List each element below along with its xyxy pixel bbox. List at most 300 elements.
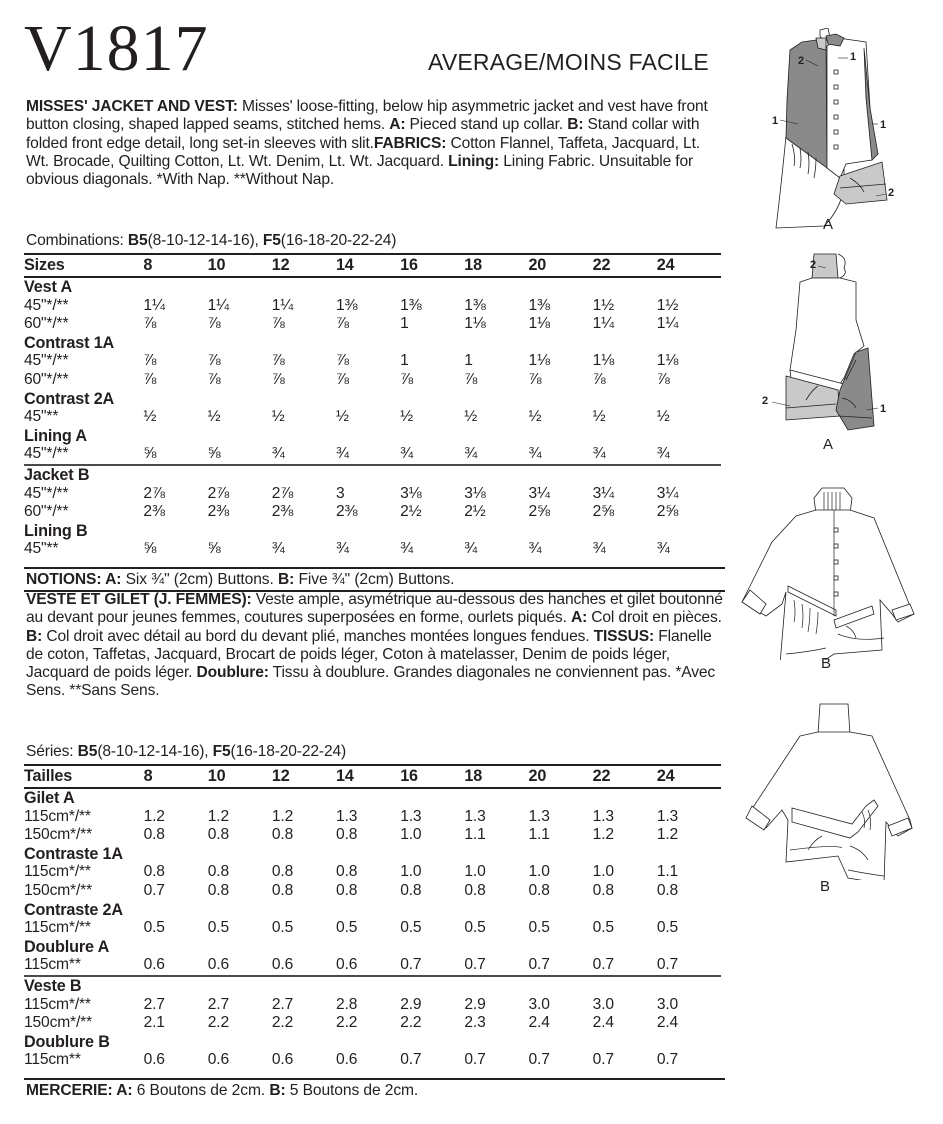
yardage-value: 0.5: [400, 919, 422, 937]
yardage-value: ½: [592, 408, 606, 426]
yardage-value: 0.5: [528, 919, 550, 937]
fabric-width-label: 115cm**: [24, 956, 81, 974]
yardage-value: 2.4: [528, 1014, 550, 1032]
size-column-header: 20: [528, 254, 592, 277]
combinations-label: Combinations:: [26, 232, 128, 249]
combinations-line: [26, 232, 396, 250]
yardage-value: 2.1: [143, 1014, 165, 1032]
yardage-value: ⅞: [271, 352, 285, 370]
yardage-value: ¾: [400, 445, 413, 463]
yardage-value: ⅞: [271, 315, 285, 333]
garment-name: Contrast 1A: [24, 333, 115, 352]
fabric-width-label: 115cm*/**: [24, 863, 91, 881]
notions-text: Five ¾" (2cm) Buttons.: [294, 571, 455, 588]
notions-bold-label: NOTIONS: A:: [26, 571, 122, 588]
yardage-value: 1.2: [656, 826, 679, 844]
fabric-width-label: 45"*/**: [24, 352, 69, 370]
yardage-value: 1.0: [464, 863, 486, 881]
series-label: Séries:: [26, 743, 78, 760]
table-row: [24, 826, 721, 845]
yardage-value: 1¼: [592, 315, 615, 333]
yardage-value: 2⅞: [143, 484, 165, 502]
garment-section-row: [24, 845, 721, 864]
description-bold-label: Doublure:: [196, 664, 269, 682]
description-text: Stand collar with folded front edge detail, long set-in sleeves with slit.: [26, 116, 700, 152]
yardage-value: 3.0: [592, 995, 614, 1013]
yardage-value: 2.2: [336, 1014, 358, 1032]
yardage-value: 1⅜: [400, 296, 422, 314]
view-label-b: B: [821, 655, 832, 672]
yardage-value: ⅞: [656, 370, 670, 388]
yardage-value: 3¼: [656, 484, 679, 502]
garment-name: Contrast 2A: [24, 389, 115, 408]
yardage-value: ⅞: [271, 370, 285, 388]
yardage-value: 1.0: [400, 826, 422, 844]
notions-bold-label: B:: [277, 571, 295, 588]
size-column-header: 18: [464, 765, 528, 788]
yardage-value: ⅝: [143, 540, 157, 558]
yardage-value: 1⅜: [335, 296, 358, 314]
yardage-value: 3¼: [592, 484, 615, 502]
yardage-value: 0.8: [592, 881, 614, 899]
table-row: [24, 1051, 721, 1070]
yardage-value: 1.3: [528, 807, 550, 825]
size-column-header: 12: [272, 254, 336, 277]
description-bold-label: B:: [26, 627, 43, 645]
size-column-header: 8: [144, 765, 208, 788]
yardage-value: 3⅛: [464, 484, 486, 502]
yardage-value: 0.8: [143, 826, 165, 844]
table-row: [24, 485, 721, 504]
difficulty-label: AVERAGE/MOINS FACILE: [428, 49, 709, 75]
size-header-label: Sizes: [24, 254, 143, 277]
yardage-value: 1½: [592, 296, 615, 314]
yardage-value: ¾: [335, 445, 349, 463]
callout-1: 1: [772, 115, 779, 127]
yardage-value: ¾: [464, 445, 478, 463]
yardage-value: 2⅝: [656, 503, 679, 521]
size-header-label: Tailles: [24, 765, 144, 788]
yardage-value: ½: [528, 408, 542, 426]
yardage-value: 2.8: [336, 995, 358, 1013]
yardage-value: 1.2: [592, 826, 614, 844]
yardage-value: 0.5: [143, 919, 165, 937]
yardage-value: 2⅜: [335, 503, 358, 521]
yardage-value: ⅞: [464, 370, 478, 388]
description-bold-label: TISSUS:: [593, 627, 655, 645]
yardage-value: 0.7: [464, 956, 486, 974]
garment-section-row: [24, 465, 721, 485]
notions-text: 5 Boutons de 2cm.: [285, 1082, 419, 1099]
description-text: Col droit en pièces.: [587, 609, 722, 627]
yardage-value: 0.7: [400, 1051, 422, 1069]
callout-2: 2: [810, 259, 817, 271]
table-row: [24, 919, 721, 938]
description-bold-label: A:: [570, 609, 588, 627]
yardage-value: 1.3: [400, 807, 422, 825]
garment-section-row: [24, 938, 721, 957]
yardage-value: 0.5: [656, 919, 679, 937]
view-label-a-back: A: [823, 436, 834, 453]
notions-bold-label: B:: [269, 1082, 286, 1099]
yardage-value: 0.5: [592, 919, 614, 937]
garment-name: Jacket B: [24, 465, 721, 485]
f5-code: F5: [262, 232, 281, 249]
yardage-value: 0.6: [336, 956, 358, 974]
yardage-value: 1⅛: [528, 352, 550, 370]
yardage-value: 0.7: [656, 956, 679, 974]
callout-2: 2: [888, 187, 895, 199]
notions-english: [24, 567, 725, 592]
yardage-value: ⅞: [335, 352, 349, 370]
description-bold-label: A:: [389, 116, 406, 134]
yardage-value: 0.6: [207, 1051, 229, 1069]
yardage-value: 1⅜: [528, 296, 550, 314]
garment-name: Vest A: [24, 278, 72, 296]
yardage-value: 2⅞: [271, 484, 294, 502]
yardage-value: ¾: [528, 445, 542, 463]
garment-name: Lining A: [24, 426, 87, 445]
yardage-value: 0.7: [143, 881, 165, 899]
yardage-value: 0.8: [271, 881, 294, 899]
yardage-value: 0.6: [143, 1051, 165, 1069]
yardage-value: ⅞: [207, 370, 221, 388]
table-row: [24, 996, 721, 1015]
yardage-value: 3¼: [528, 484, 550, 502]
yardage-table-english: [24, 253, 721, 559]
yardage-value: ⅞: [207, 352, 221, 370]
description-text: Veste ample, asymétrique au-dessous des hanches et gilet boutonné au devant pour jeunes femmes, coutures superposées en forme, ourlets piqués.: [26, 591, 723, 627]
yardage-value: 0.7: [528, 1051, 550, 1069]
yardage-value: ¾: [656, 540, 670, 558]
garment-section-row: [24, 390, 721, 409]
yardage-value: 2.2: [271, 1014, 294, 1032]
table-header-row: [24, 254, 721, 277]
size-column-header: 16: [400, 254, 464, 277]
callout-1: 1: [880, 119, 887, 131]
yardage-value: 0.8: [207, 863, 229, 881]
size-column-header: 10: [208, 765, 272, 788]
yardage-value: 0.7: [592, 1051, 614, 1069]
size-column-header: 14: [336, 254, 400, 277]
garment-name: Doublure A: [24, 937, 110, 956]
yardage-value: 1.2: [271, 807, 294, 825]
f5-sizes: (16-18-20-22-24): [230, 743, 347, 760]
fabric-width-label: 115cm*/**: [24, 919, 91, 937]
garment-section-row: [24, 1033, 721, 1052]
table-row: [24, 863, 721, 882]
yardage-value: 1.1: [656, 863, 679, 881]
yardage-value: ⅞: [335, 370, 349, 388]
yardage-value: 0.5: [207, 919, 229, 937]
notions-text: Six ¾" (2cm) Buttons.: [121, 571, 278, 588]
table-row: [24, 408, 721, 427]
garment-section-row: [24, 334, 721, 353]
french-description: [26, 591, 726, 701]
vest-a-front-illustration: [760, 28, 900, 238]
table-row: [24, 352, 721, 371]
fabric-width-label: 45"*/**: [24, 484, 69, 502]
yardage-value: ½: [143, 408, 157, 426]
table-row: [24, 315, 721, 334]
callout-2: 2: [798, 55, 805, 67]
size-column-header: 22: [593, 765, 657, 788]
yardage-value: 2⅜: [271, 503, 294, 521]
yardage-value: 1⅛: [656, 352, 679, 370]
yardage-value: ¾: [400, 540, 413, 558]
table-row: [24, 882, 721, 901]
garment-name: Contraste 1A: [24, 844, 123, 863]
yardage-value: 1.1: [528, 826, 550, 844]
yardage-value: ¾: [464, 540, 478, 558]
table-header-row: [24, 765, 721, 788]
series-line: [26, 743, 346, 761]
yardage-value: ½: [464, 408, 478, 426]
yardage-value: 2½: [400, 503, 422, 521]
yardage-value: 0.5: [336, 919, 358, 937]
size-column-header: 10: [208, 254, 272, 277]
description-bold-label: VESTE ET GILET (J. FEMMES):: [26, 591, 252, 608]
size-column-header: 24: [657, 765, 721, 788]
yardage-value: ¾: [528, 540, 542, 558]
table-row: [24, 445, 721, 465]
size-column-header: 20: [529, 765, 593, 788]
table-row: [24, 1014, 721, 1033]
yardage-value: 2⅝: [528, 503, 550, 521]
yardage-value: 0.7: [656, 1051, 679, 1069]
fabric-width-label: 115cm*/**: [24, 807, 91, 825]
size-column-header: 24: [657, 254, 721, 277]
yardage-value: 0.6: [271, 956, 294, 974]
yardage-value: 0.7: [400, 956, 422, 974]
yardage-value: 0.7: [592, 956, 614, 974]
fabric-width-label: 150cm*/**: [24, 826, 92, 844]
yardage-value: 0.8: [336, 826, 358, 844]
yardage-value: 1: [400, 352, 409, 370]
yardage-value: 0.8: [207, 881, 229, 899]
yardage-value: 2.7: [143, 995, 165, 1013]
description-text: Col droit avec détail au bord du devant plié, manches montées longues fendues.: [42, 627, 594, 645]
callout-2: 2: [762, 395, 769, 407]
f5-sizes: (16-18-20-22-24): [280, 232, 397, 249]
yardage-value: 1½: [656, 296, 679, 314]
yardage-value: 1¼: [143, 296, 165, 314]
yardage-value: 1.3: [592, 807, 614, 825]
size-column-header: 14: [336, 765, 400, 788]
yardage-value: 0.7: [528, 956, 550, 974]
description-text: Cotton Flannel, Taffeta, Jacquard, Lt. Wt. Brocade, Quilting Cotton, Lt. Wt. Denim, Lt. Wt. Jacquard.: [26, 134, 700, 170]
jacket-b-front-illustration: [738, 482, 938, 660]
garment-name: Contraste 2A: [24, 900, 123, 919]
pattern-number: V1817: [24, 12, 209, 85]
size-column-header: 16: [400, 765, 464, 788]
yardage-value: ¾: [656, 445, 670, 463]
yardage-value: 2⅜: [143, 503, 165, 521]
yardage-value: 0.8: [400, 881, 422, 899]
table-row: [24, 371, 721, 390]
yardage-value: 2.9: [464, 995, 486, 1013]
vest-a-back-illustration: [756, 250, 906, 440]
yardage-value: 1⅛: [528, 315, 550, 333]
yardage-value: ¾: [592, 445, 606, 463]
yardage-table-french: [24, 764, 721, 1070]
garment-section-row: [24, 427, 721, 446]
yardage-value: 0.6: [207, 956, 229, 974]
size-column-header: 18: [464, 254, 528, 277]
yardage-value: 1⅛: [464, 315, 486, 333]
yardage-value: ⅞: [528, 370, 542, 388]
yardage-value: 1: [464, 352, 473, 370]
yardage-value: 1¼: [207, 296, 229, 314]
yardage-value: 3⅛: [400, 484, 422, 502]
fabric-width-label: 150cm*/**: [24, 881, 92, 899]
description-text: Lining Fabric. Unsuitable for obvious diagonals. *With Nap. **Without Nap.: [26, 152, 694, 189]
yardage-value: ⅝: [207, 445, 221, 463]
yardage-value: 1.3: [336, 807, 358, 825]
yardage-value: 0.8: [271, 826, 294, 844]
notions-bold-label: MERCERIE: A:: [26, 1082, 133, 1099]
yardage-value: ¾: [271, 540, 285, 558]
yardage-value: 3.0: [656, 995, 679, 1013]
yardage-value: 1.2: [207, 807, 229, 825]
yardage-value: 0.8: [143, 863, 165, 881]
garment-section-row: [24, 522, 721, 541]
yardage-value: 1¼: [656, 315, 679, 333]
yardage-value: ⅞: [592, 370, 606, 388]
yardage-value: ½: [207, 408, 221, 426]
yardage-value: ¾: [592, 540, 606, 558]
yardage-value: 2⅝: [592, 503, 615, 521]
garment-section-row: [24, 277, 721, 297]
yardage-value: ½: [335, 408, 349, 426]
yardage-value: 0.8: [528, 881, 550, 899]
fabric-width-label: 60"*/**: [24, 370, 69, 388]
yardage-value: ½: [400, 408, 413, 426]
garment-name: Lining B: [24, 521, 88, 540]
yardage-value: 0.8: [336, 863, 358, 881]
description-bold-label: Lining:: [448, 152, 500, 170]
garment-section-row: [24, 901, 721, 920]
yardage-value: 0.8: [271, 863, 294, 881]
fabric-width-label: 45"**: [24, 540, 59, 558]
yardage-value: ¾: [271, 445, 285, 463]
yardage-value: 1.1: [464, 826, 486, 844]
yardage-value: 3: [335, 484, 345, 502]
yardage-value: 2.2: [207, 1014, 229, 1032]
yardage-value: 0.7: [464, 1051, 486, 1069]
callout-1: 1: [880, 403, 887, 415]
yardage-value: 1.3: [656, 807, 679, 825]
garment-name: Veste B: [24, 976, 721, 996]
yardage-value: 2.9: [400, 995, 422, 1013]
fabric-width-label: 45"*/**: [24, 296, 69, 314]
yardage-value: ½: [656, 408, 670, 426]
yardage-value: ⅞: [143, 315, 157, 333]
fabric-width-label: 60"*/**: [24, 503, 69, 521]
fabric-width-label: 115cm*/**: [24, 995, 91, 1013]
b5-code: B5: [77, 743, 98, 760]
yardage-value: 1.2: [143, 807, 165, 825]
yardage-value: 2.4: [656, 1014, 679, 1032]
yardage-value: ¾: [335, 540, 349, 558]
yardage-value: 1.0: [400, 863, 422, 881]
yardage-value: 1: [400, 315, 409, 333]
yardage-value: 0.6: [143, 956, 165, 974]
b5-sizes: (8-10-12-14-16),: [147, 232, 263, 249]
description-bold-label: FABRICS:: [373, 134, 447, 152]
yardage-value: 2⅜: [207, 503, 229, 521]
english-description: [26, 98, 726, 189]
table-row: [24, 503, 721, 522]
yardage-value: 1.0: [592, 863, 614, 881]
yardage-value: ⅞: [143, 370, 157, 388]
yardage-value: 0.8: [656, 881, 679, 899]
view-label-b-back: B: [820, 878, 831, 895]
yardage-value: 0.8: [207, 826, 229, 844]
yardage-value: ⅞: [400, 370, 413, 388]
fabric-width-label: 115cm**: [24, 1051, 81, 1069]
description-text: Flanelle de coton, Taffetas, Jacquard, Brocart de poids léger, Coton à matelasser, Denim de poids léger, Jacquard de poids léger.: [26, 627, 712, 682]
yardage-value: ⅝: [207, 540, 221, 558]
yardage-value: 0.6: [271, 1051, 294, 1069]
callout-1: 1: [850, 51, 857, 63]
garment-section-row: [24, 788, 721, 808]
yardage-value: ⅞: [207, 315, 221, 333]
yardage-value: 1⅛: [592, 352, 615, 370]
fabric-width-label: 45"**: [24, 408, 59, 426]
description-text: Tissu à doublure. Grandes diagonales ne conviennent pas. *Avec Sens. **Sans Sens.: [26, 664, 716, 700]
description-bold-label: MISSES' JACKET AND VEST:: [26, 98, 238, 115]
yardage-value: 2.7: [271, 995, 294, 1013]
yardage-value: 0.6: [336, 1051, 358, 1069]
size-column-header: 8: [143, 254, 207, 277]
b5-code: B5: [127, 232, 148, 249]
jacket-b-back-illustration: [738, 700, 938, 880]
size-column-header: 12: [272, 765, 336, 788]
size-column-header: 22: [593, 254, 657, 277]
table-row: [24, 297, 721, 316]
garment-name: Doublure B: [24, 1032, 110, 1051]
description-text: Misses' loose-fitting, below hip asymmetric jacket and vest have front button closing, shaped lapped seams, stitched hems.: [26, 98, 708, 134]
fabric-width-label: 60"*/**: [24, 315, 69, 333]
garment-name: Gilet A: [24, 789, 75, 807]
yardage-value: 3.0: [528, 995, 550, 1013]
yardage-value: 2⅞: [207, 484, 229, 502]
yardage-value: 0.8: [464, 881, 486, 899]
yardage-value: ⅞: [335, 315, 349, 333]
yardage-value: 2.2: [400, 1014, 422, 1032]
fabric-width-label: 45"*/**: [24, 445, 69, 463]
yardage-value: 0.5: [464, 919, 486, 937]
yardage-value: 2.4: [592, 1014, 614, 1032]
yardage-value: 1.3: [464, 807, 486, 825]
notions-french: [24, 1078, 725, 1101]
table-row: [24, 808, 721, 827]
yardage-value: 1¼: [271, 296, 294, 314]
notions-text: 6 Boutons de 2cm.: [132, 1082, 270, 1099]
description-text: Pieced stand up collar.: [405, 116, 568, 134]
yardage-value: 2.7: [207, 995, 229, 1013]
yardage-value: 1.0: [528, 863, 550, 881]
yardage-value: 0.8: [336, 881, 358, 899]
table-row: [24, 956, 721, 976]
yardage-value: 2½: [464, 503, 486, 521]
view-label-a: A: [823, 216, 834, 233]
yardage-value: 2.3: [464, 1014, 486, 1032]
garment-section-row: [24, 976, 721, 996]
table-row: [24, 540, 721, 559]
description-bold-label: B:: [567, 116, 584, 134]
